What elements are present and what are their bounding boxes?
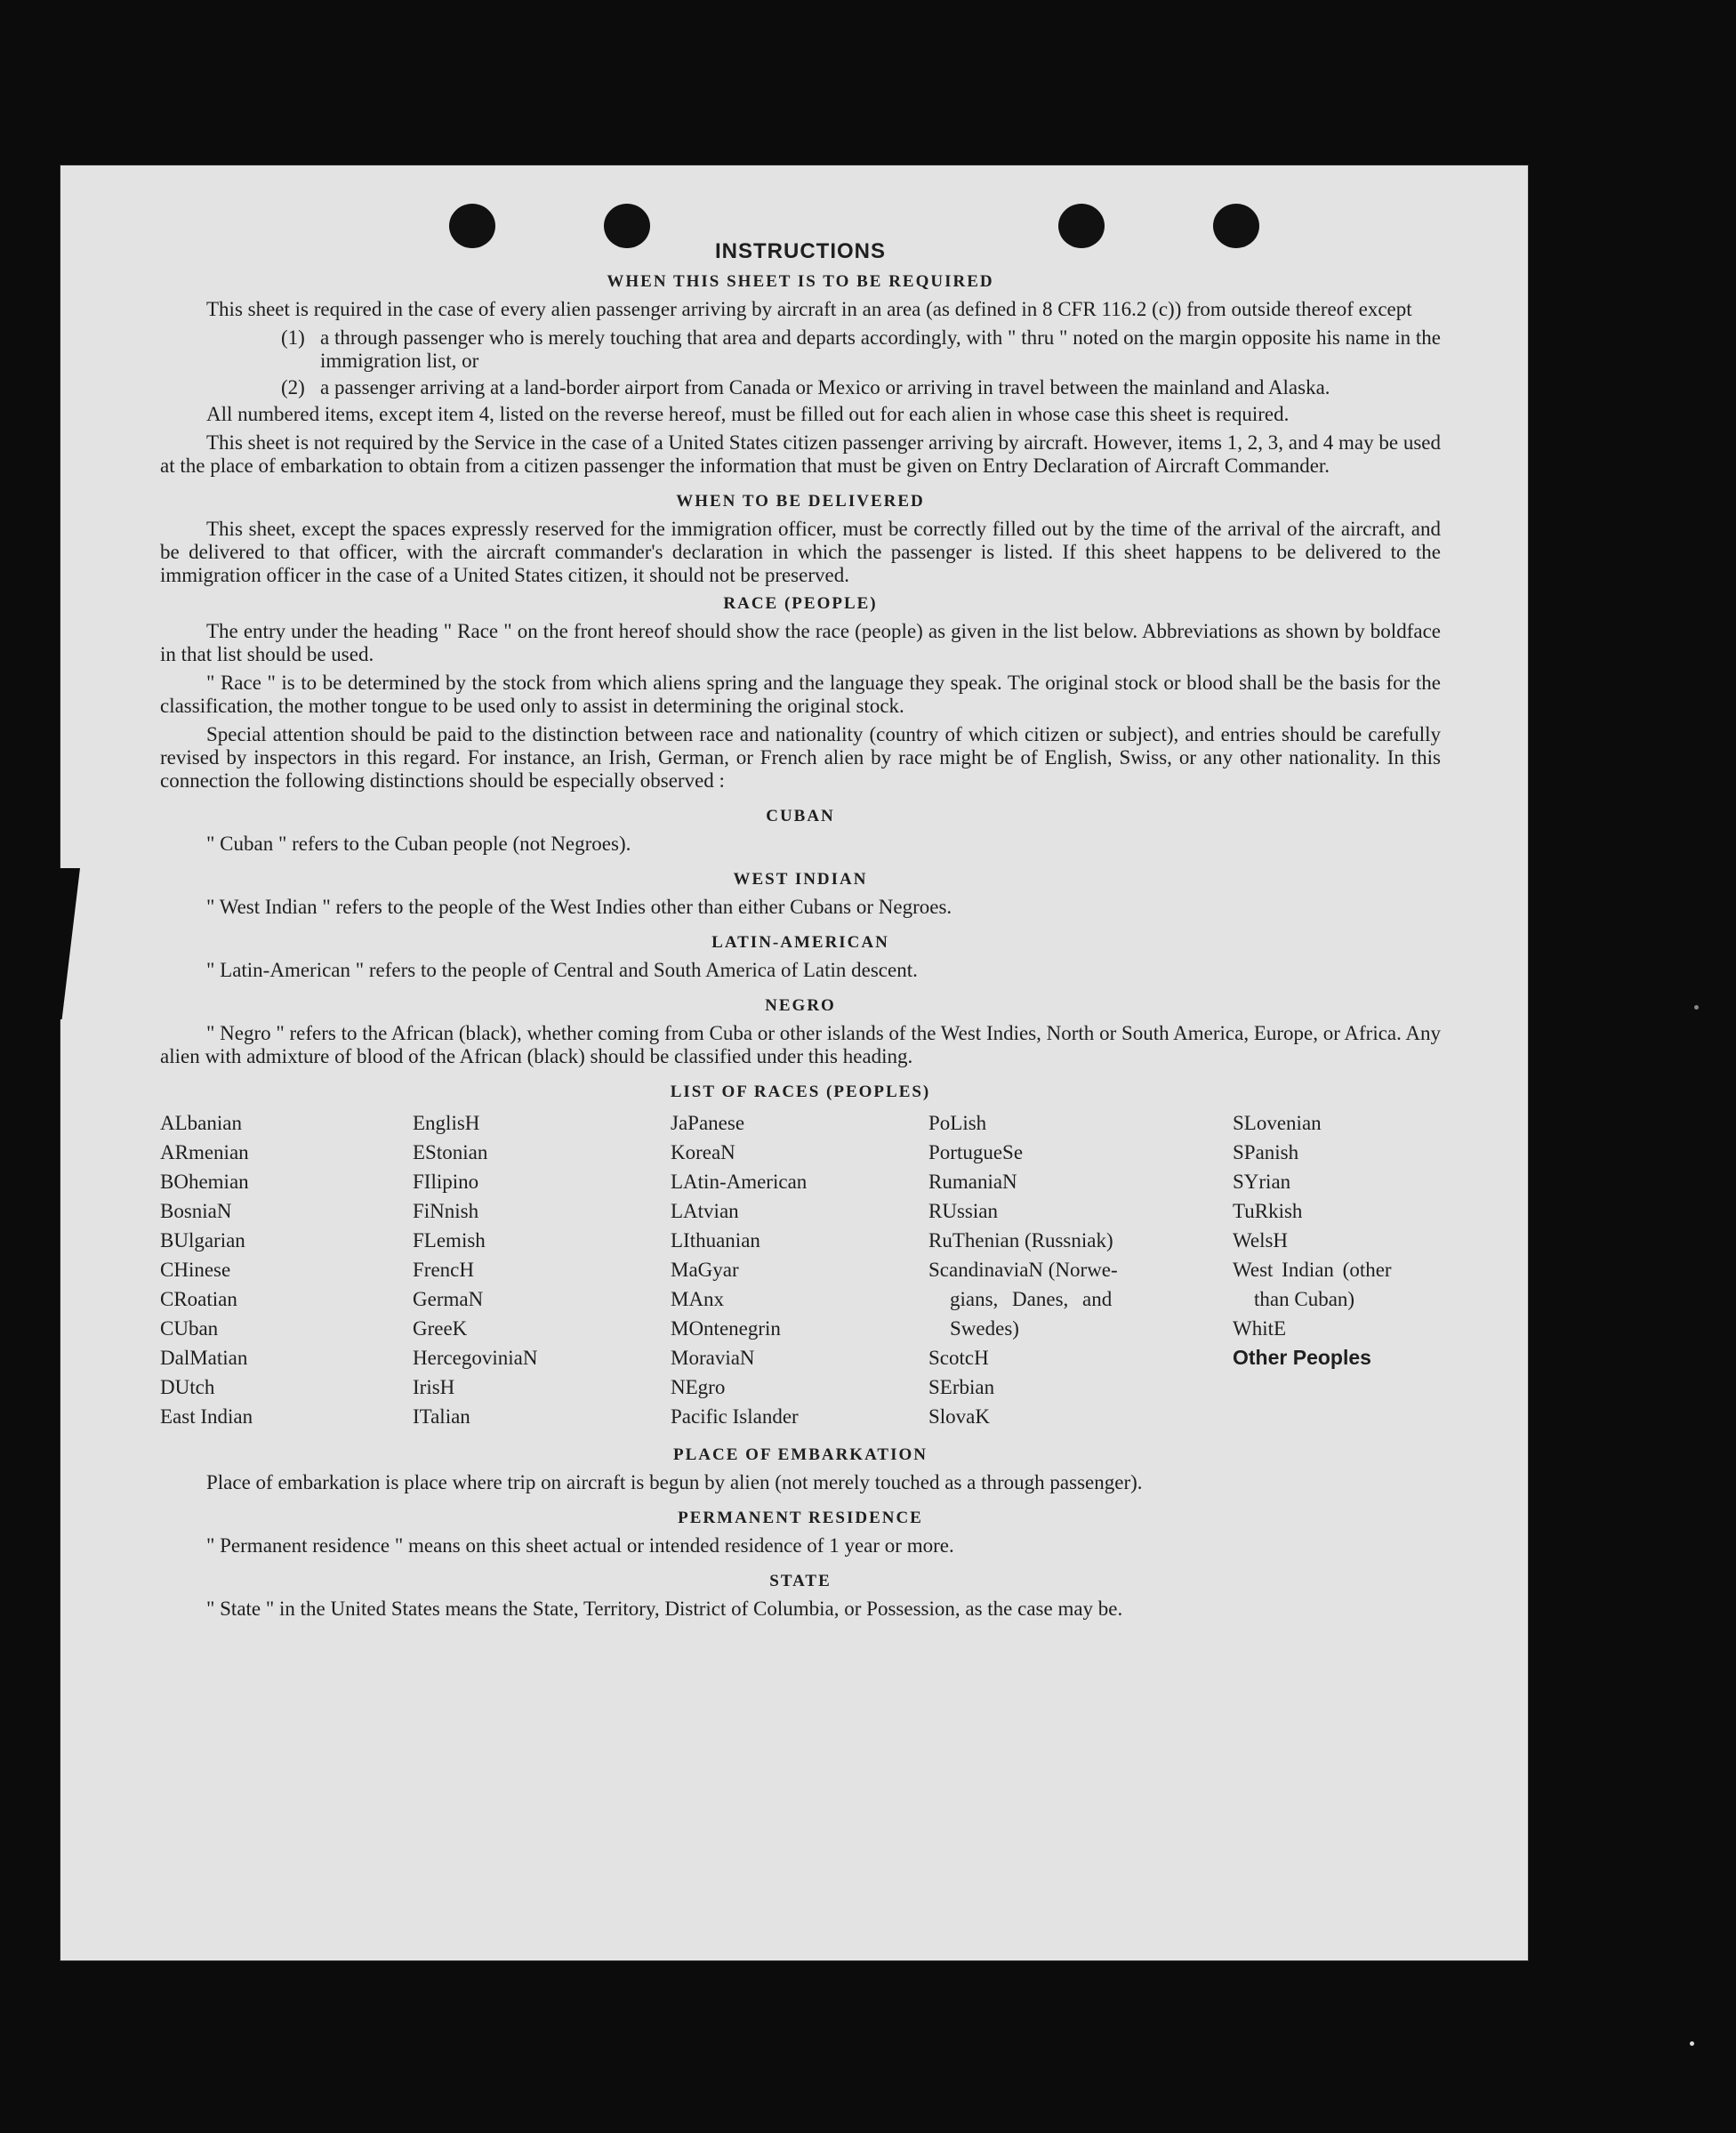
race-entry: SlovaK: [928, 1405, 990, 1428]
race-entry: RumaniaN: [928, 1171, 1017, 1193]
race-entry: ScandinaviaN (Norwe-: [928, 1259, 1118, 1281]
race-entry: ALbanian: [160, 1112, 242, 1134]
race-entry: SYrian: [1233, 1171, 1291, 1193]
race-entry: LAtin-American: [671, 1171, 808, 1193]
paragraph: " Race " is to be determined by the stock from which aliens spring and the language they speak. The original stock or blood shall be the basis for the classification, the mother tongue to be used only to assist in determining the original stock.: [160, 672, 1441, 717]
item-text: a through passenger who is merely touching that area and departs accordingly, with " thru " noted on the margin opposite his name in the immigration list, or: [320, 326, 1441, 372]
heading-negro: NEGRO: [765, 996, 836, 1015]
race-entry: WhitE: [1233, 1317, 1287, 1340]
race-entry: HercegoviniaN: [413, 1347, 538, 1369]
race-entry: FiNnish: [413, 1200, 479, 1222]
paragraph: " Negro " refers to the African (black), whether coming from Cuba or other islands of the West Indies, North or South America, Europe, or Africa. Any alien with admixture of blood of the African (black) should be classified under this heading.: [160, 1022, 1441, 1067]
race-entry: CUban: [160, 1317, 219, 1340]
race-entry: MOntenegrin: [671, 1317, 781, 1340]
race-entry: ITalian: [413, 1405, 470, 1428]
paragraph: This sheet, except the spaces expressly reserved for the immigration officer, must be correctly filled out by the time of the arrival of the aircraft, and be delivered to that officer, with the aircraft commander's declaration in which the passenger is listed. If this sheet happens to be delivered to the immigration officer in the case of a United States citizen, it should not be preserved.: [160, 518, 1441, 586]
race-entry: EnglisH: [413, 1112, 480, 1134]
race-entry: PortugueSe: [928, 1141, 1024, 1163]
list-item: [281, 326, 1441, 373]
race-entry-continued: Swedes): [950, 1317, 1019, 1340]
heading-race: RACE (PEOPLE): [723, 594, 878, 613]
film-speck: [1694, 1005, 1699, 1010]
definition: " Cuban " refers to the Cuban people (not Negroes).: [206, 833, 631, 855]
race-entry: MoraviaN: [671, 1347, 755, 1369]
race-entry: BosniaN: [160, 1200, 232, 1222]
definition: " West Indian " refers to the people of the West Indies other than either Cubans or Negroes.: [206, 896, 952, 918]
race-entry: KoreaN: [671, 1141, 735, 1163]
race-entry: BUlgarian: [160, 1229, 245, 1252]
paragraph: This sheet is not required by the Service in the case of a United States citizen passenger arriving by aircraft. However, items 1, 2, 3, and 4 may be used at the place of embarkation to obtain from a citizen passenger the information that must be given on Entry Declaration of Aircraft Commander.: [160, 431, 1441, 477]
race-entry: ARmenian: [160, 1141, 249, 1163]
races-column: [671, 1108, 928, 1431]
race-entry: CRoatian: [160, 1288, 237, 1310]
races-column: [160, 1108, 413, 1431]
race-entry: East Indian: [160, 1405, 253, 1428]
race-entry: JaPanese: [671, 1112, 745, 1134]
document-sheet: [60, 165, 1528, 1960]
race-entry: RUssian: [928, 1200, 998, 1222]
heading-when-delivered: WHEN TO BE DELIVERED: [676, 492, 925, 511]
heading-west-indian: WEST INDIAN: [733, 870, 868, 889]
race-entry: MaGyar: [671, 1259, 739, 1281]
race-entry-continued: than Cuban): [1254, 1288, 1355, 1310]
race-entry: EStonian: [413, 1141, 488, 1163]
race-entry: Pacific Islander: [671, 1405, 799, 1428]
heading-list-of-races: LIST OF RACES (PEOPLES): [670, 1083, 931, 1101]
paragraph: This sheet is required in the case of every alien passenger arriving by aircraft in an area (as defined in 8 CFR 116.2 (c)) from outside thereof except: [206, 298, 1412, 320]
heading-when-required: WHEN THIS SHEET IS TO BE REQUIRED: [607, 272, 994, 291]
race-entry: GreeK: [413, 1317, 468, 1340]
page-title: INSTRUCTIONS: [715, 239, 886, 263]
paragraph: Special attention should be paid to the distinction between race and nationality (country of which citizen or subject), and entries should be carefully revised by inspectors in this regard. For instance, an Irish, German, or French alien by race might be of English, Swiss, or any other nationality. In this connection the following distinctions should be especially observed :: [160, 723, 1441, 792]
definition: Place of embarkation is place where trip on aircraft is begun by alien (not merely touched as a through passenger).: [206, 1471, 1143, 1493]
item-number: (1): [281, 326, 305, 349]
race-entry: CHinese: [160, 1259, 231, 1281]
race-entry: SErbian: [928, 1376, 995, 1398]
races-table: [160, 1108, 1441, 1431]
heading-latin-american: LATIN-AMERICAN: [711, 933, 889, 952]
race-entry: WelsH: [1233, 1229, 1289, 1252]
heading-cuban: CUBAN: [766, 807, 835, 825]
race-entry-continued: gians, Danes, and: [950, 1288, 1113, 1310]
races-column: [1233, 1108, 1441, 1431]
heading-embarkation: PLACE OF EMBARKATION: [673, 1445, 928, 1464]
definition: " State " in the United States means the State, Territory, District of Columbia, or Possession, as the case may be.: [206, 1598, 1123, 1620]
race-entry: LIthuanian: [671, 1229, 760, 1252]
race-entry: GermaN: [413, 1288, 484, 1310]
paragraph: The entry under the heading " Race " on the front hereof should show the race (people) as given in the list below. Abbreviations as shown by boldface in that list should be used.: [160, 620, 1441, 665]
race-entry: SLovenian: [1233, 1112, 1322, 1134]
list-item: [281, 376, 1441, 399]
race-entry: ScotcH: [928, 1347, 989, 1369]
race-entry: LAtvian: [671, 1200, 739, 1222]
races-column: [413, 1108, 671, 1431]
heading-state: STATE: [769, 1572, 832, 1590]
race-entry: MAnx: [671, 1288, 725, 1310]
race-entry: PoLish: [928, 1112, 987, 1134]
race-entry: NEgro: [671, 1376, 726, 1398]
race-entry-other: Other Peoples: [1233, 1346, 1371, 1369]
race-entry: DalMatian: [160, 1347, 248, 1369]
race-entry: IrisH: [413, 1376, 455, 1398]
definition: " Latin-American " refers to the people of Central and South America of Latin descent.: [206, 959, 918, 981]
race-entry: RuThenian (Russniak): [928, 1229, 1113, 1252]
race-entry: DUtch: [160, 1376, 215, 1398]
race-entry: FrencH: [413, 1259, 474, 1281]
race-entry: FLemish: [413, 1229, 486, 1252]
instructions-body: [160, 240, 1441, 1628]
film-speck: [1690, 2041, 1694, 2046]
race-entry: West Indian (other: [1233, 1259, 1392, 1281]
race-entry: SPanish: [1233, 1141, 1299, 1163]
paragraph: All numbered items, except item 4, listed on the reverse hereof, must be filled out for each alien in whose case this sheet is required.: [206, 403, 1290, 425]
item-number: (2): [281, 376, 305, 398]
item-text: a passenger arriving at a land-border airport from Canada or Mexico or arriving in travel between the mainland and Alaska.: [320, 376, 1330, 398]
definition: " Permanent residence " means on this sheet actual or intended residence of 1 year or more.: [206, 1534, 954, 1557]
race-entry: FIlipino: [413, 1171, 479, 1193]
heading-permanent-residence: PERMANENT RESIDENCE: [678, 1509, 923, 1527]
races-column: [928, 1108, 1233, 1431]
race-entry: TuRkish: [1233, 1200, 1303, 1222]
race-entry: BOhemian: [160, 1171, 249, 1193]
